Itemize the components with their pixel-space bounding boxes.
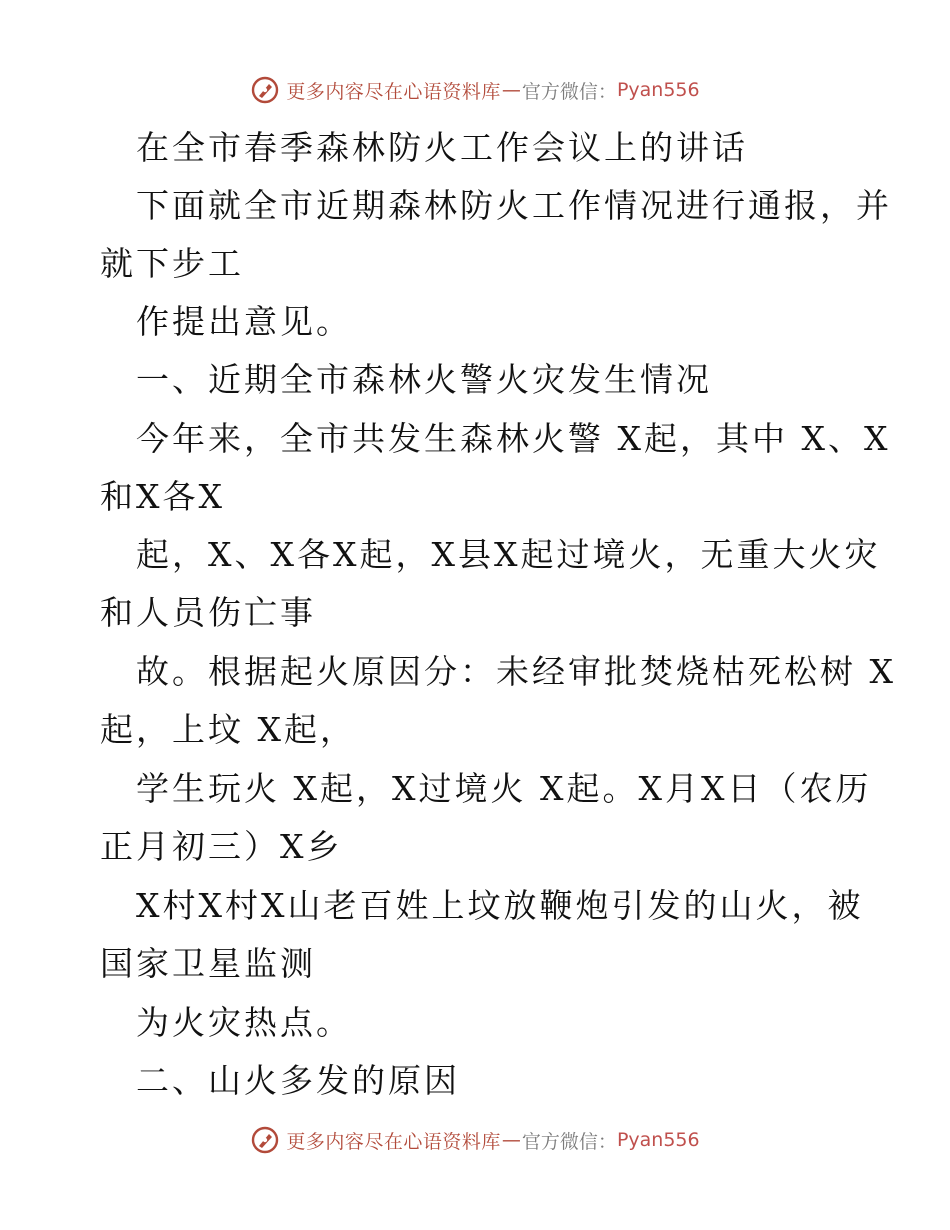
body-line: 国家卫星监测: [100, 944, 316, 983]
section-heading: 一、近期全市森林火警火灾发生情况: [136, 360, 712, 399]
document-title: 在全市春季森林防火工作会议上的讲话: [136, 128, 748, 167]
watermark-label: 官方微信：: [521, 80, 617, 103]
body-line: 和X各X: [100, 477, 225, 516]
watermark-account: Pyan556: [616, 79, 700, 101]
body-line: 学生玩火 X起，X过境火 X起。X月X日（农历: [136, 769, 872, 808]
body-line: 就下步工: [100, 244, 244, 283]
body-line: 下面就全市近期森林防火工作情况进行通报，并: [136, 186, 892, 225]
pen-logo-icon: [250, 75, 280, 105]
body-line: 作提出意见。: [136, 302, 352, 341]
watermark-dash: —: [501, 79, 521, 101]
watermark-label: 官方微信：: [521, 1130, 617, 1153]
watermark-brand: 更多内容尽在心语资料库: [286, 80, 501, 103]
watermark-dash: —: [501, 1129, 521, 1151]
section-heading: 二、山火多发的原因: [136, 1061, 460, 1100]
body-line: 和人员伤亡事: [100, 593, 316, 632]
watermark-brand: 更多内容尽在心语资料库: [286, 1130, 501, 1153]
pen-logo-icon: [250, 1125, 280, 1155]
body-line: X村X村X山老百姓上坟放鞭炮引发的山火，被: [136, 886, 864, 925]
body-line: 故。根据起火原因分：未经审批焚烧枯死松树 X: [136, 652, 896, 691]
body-line: 正月初三）X乡: [100, 827, 343, 866]
footer-watermark: [0, 1122, 950, 1158]
body-line: 起，X、X各X起，X县X起过境火，无重大火灾: [136, 535, 881, 574]
body-line: 起，上坟 X起，: [100, 710, 356, 749]
body-line: 为火灾热点。: [136, 1003, 352, 1042]
watermark-account: Pyan556: [616, 1129, 700, 1151]
body-line: 今年来，全市共发生森林火警 X起，其中 X、X: [136, 419, 891, 458]
header-watermark: [0, 72, 950, 108]
